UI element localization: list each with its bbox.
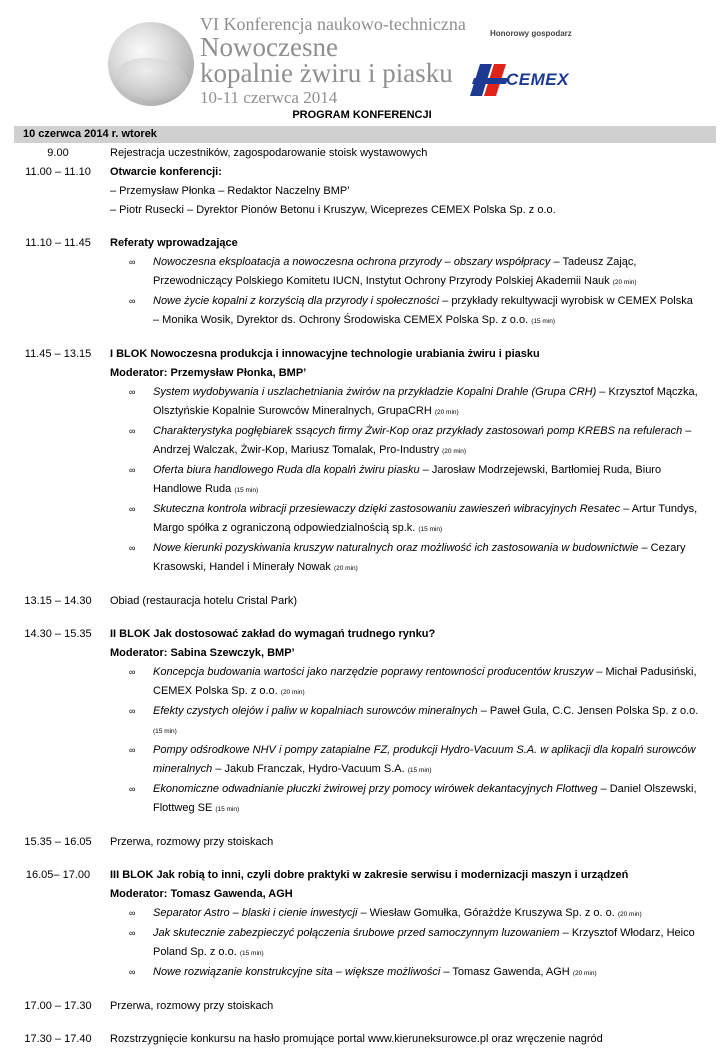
talk-duration: (20 min)	[442, 448, 466, 455]
cemex-emblem-icon	[468, 62, 508, 98]
talk-line	[153, 519, 710, 539]
talk-title: Pompy odśrodkowe NHV i pompy zatapialne FZ, produkcji Hydro-Vacuum S.A. w aplikacji dla kopalń surowców	[153, 744, 696, 756]
time-cell: 11.00 – 11.10	[25, 166, 91, 178]
talk-line	[153, 904, 710, 924]
session-text: Obiad (restauracja hotelu Cristal Park)	[110, 595, 298, 607]
talk-line	[153, 760, 710, 780]
session-text: – Przemysław Płonka – Redaktor Naczelny BMP’	[110, 185, 350, 197]
program-title: PROGRAM KONFERENCJI	[292, 109, 432, 121]
talk-item	[110, 500, 710, 539]
talk-speaker: – Tadeusz Zając,	[550, 256, 637, 268]
time-cell: 13.15 – 14.30	[24, 595, 92, 607]
content-cell	[110, 997, 710, 1016]
bullet-icon: ∞	[129, 504, 136, 514]
bullet-icon: ∞	[129, 706, 136, 716]
schedule-row	[0, 144, 724, 163]
talk-duration: (15 min)	[215, 806, 240, 813]
schedule-row	[0, 625, 724, 819]
talk-line	[153, 480, 710, 500]
talk-speaker: Handlowe Ruda	[153, 483, 235, 495]
bullet-icon: ∞	[129, 784, 136, 794]
time-cell: 15.35 – 16.05	[24, 836, 92, 848]
schedule-row	[0, 1030, 724, 1049]
host-label: Honorowy gospodarz	[490, 29, 572, 38]
talk-line	[153, 402, 710, 422]
schedule-row	[0, 592, 724, 611]
talk-item	[110, 292, 710, 331]
session-heading: Moderator: Sabina Szewczyk, BMP’	[110, 647, 295, 659]
talk-duration: (20 min)	[434, 409, 459, 416]
talk-item	[110, 422, 710, 461]
talk-title: Koncepcja budowania wartości jako narzędzie poprawy rentowności producentów kruszyw	[153, 666, 594, 678]
talk-line	[153, 780, 710, 799]
bullet-icon: ∞	[129, 257, 136, 267]
row-spacer	[0, 578, 724, 592]
content-cell	[110, 234, 710, 331]
talk-duration: (20 min)	[333, 565, 358, 572]
bullet-icon: ∞	[129, 908, 136, 918]
session-heading: Otwarcie konferencji:	[110, 166, 222, 178]
talk-line	[153, 383, 710, 402]
talk-line	[153, 272, 710, 292]
bullet-icon: ∞	[129, 426, 136, 436]
talk-title: System wydobywania i uszlachetniania żwirów na przykładzie Kopalni Drahle (Grupa CRH)	[153, 386, 597, 398]
talk-speaker: Poland Sp. z o.o.	[153, 946, 240, 958]
schedule-row	[0, 234, 724, 331]
talk-item	[110, 904, 710, 924]
session-heading: Moderator: Tomasz Gawenda, AGH	[110, 888, 293, 900]
talk-line	[153, 441, 710, 461]
talk-item	[110, 539, 710, 578]
talk-duration: (20 min)	[572, 970, 597, 977]
row-spacer	[0, 983, 724, 997]
talk-speaker: – Paweł Gula, C.C. Jensen Polska Sp. z o.o.	[477, 705, 699, 717]
talk-line	[153, 741, 710, 760]
session-text: Rozstrzygnięcie konkursu na hasło promujące portal www.kieruneksurowce.pl oraz wręczenie nagród	[110, 1033, 603, 1045]
day-header	[14, 126, 716, 143]
talk-item	[110, 383, 710, 422]
session-text: Przerwa, rozmowy przy stoiskach	[110, 836, 274, 848]
row-spacer	[0, 611, 724, 625]
talk-title: Separator Astro – blaski i cienie inwestycji	[153, 907, 358, 919]
talk-duration: (15 min)	[239, 950, 264, 957]
content-cell	[110, 144, 710, 163]
talk-speaker: – Jarosław Modrzejewski, Bartłomiej Ruda, Biuro	[419, 464, 662, 476]
content-cell	[110, 1030, 710, 1049]
talk-speaker: – przykłady rekultywacji wyrobisk w CEMEX Polska	[439, 295, 693, 307]
schedule	[0, 144, 724, 1049]
talk-speaker: – Tomasz Gawenda, AGH	[440, 966, 573, 978]
bullet-icon: ∞	[129, 745, 136, 755]
content-cell	[110, 833, 710, 852]
talk-line	[153, 663, 710, 682]
talk-speaker: – Wiesław Gomułka, Górażdże Kruszywa Sp. z o. o.	[357, 907, 618, 919]
cemex-logo	[468, 62, 584, 98]
bullet-icon: ∞	[129, 543, 136, 553]
logo-edition: VI Konferencja naukowo-techniczna	[200, 14, 466, 34]
talk-speaker: Margo spółka z ograniczoną odpowiedzialnością sp.k.	[153, 522, 419, 534]
row-spacer	[0, 220, 724, 234]
talk-line	[153, 799, 710, 819]
content-cell	[110, 592, 710, 611]
talk-line	[153, 422, 710, 441]
talk-duration: (15 min)	[234, 487, 259, 494]
talk-title: Jak skutecznie zabezpieczyć połączenia śrubowe przed samoczynnym luzowaniem	[153, 927, 560, 939]
talk-speaker: –	[682, 425, 692, 437]
session-text: Przerwa, rozmowy przy stoiskach	[110, 1000, 274, 1012]
talk-line	[153, 943, 710, 963]
talk-item	[110, 780, 710, 819]
cemex-wordmark: CEMEX	[506, 70, 569, 89]
session-text: Rejestracja uczestników, zagospodarowanie stoisk wystawowych	[110, 147, 428, 159]
talk-speaker: Krasowski, Handel i Minerały Nowak	[153, 561, 334, 573]
time-cell: 11.10 – 11.45	[25, 237, 91, 249]
schedule-row	[0, 866, 724, 983]
talk-speaker: – Artur Tundys,	[620, 503, 698, 515]
talk-line	[153, 682, 710, 702]
talk-title: Efekty czystych olejów i paliw w kopalniach surowców mineralnych	[153, 705, 478, 717]
time-cell: 11.45 – 13.15	[24, 348, 92, 360]
logo-dates: 10-11 czerwca 2014	[200, 88, 338, 107]
time-cell: 14.30 – 15.35	[24, 628, 92, 640]
talk-duration: (15 min)	[531, 318, 556, 325]
bullet-icon: ∞	[129, 928, 136, 938]
talk-duration: (15 min)	[418, 526, 443, 533]
talk-title: Nowe życie kopalni z korzyścią dla przyrody i społeczności	[153, 295, 440, 307]
talk-line	[153, 292, 710, 311]
content-cell	[110, 866, 710, 983]
talk-item	[110, 702, 710, 741]
schedule-row	[0, 345, 724, 578]
talk-item	[110, 663, 710, 702]
logo-title-1: Nowoczesne	[200, 32, 338, 62]
time-cell: 17.00 – 17.30	[24, 1000, 92, 1012]
talk-speaker: Przewodniczący Polskiego Komitetu IUCN, Instytut Ochrony Przyrody Polskiej Akademii Nauk	[153, 275, 613, 287]
bullet-icon: ∞	[129, 296, 136, 306]
talk-speaker: Andrzej Walczak, Żwir-Kop, Mariusz Tomalak, Pro-Industry	[153, 444, 443, 456]
talk-duration: (15 min)	[407, 767, 432, 774]
talk-speaker: – Michał Padusiński,	[593, 666, 697, 678]
schedule-row	[0, 997, 724, 1016]
talk-line	[153, 500, 710, 519]
bullet-icon: ∞	[129, 967, 136, 977]
bullet-icon: ∞	[129, 465, 136, 475]
bullet-icon: ∞	[129, 667, 136, 677]
talk-line	[153, 558, 710, 578]
talk-speaker: – Krzysztof Mączka,	[596, 386, 698, 398]
talk-item	[110, 741, 710, 780]
session-heading: Referaty wprowadzające	[110, 237, 238, 249]
talk-duration: (20 min)	[617, 911, 642, 918]
row-spacer	[0, 819, 724, 833]
talk-speaker: Olsztyńskie Kopalnie Surowców Mineralnych, GrupaCRH	[153, 405, 435, 417]
session-heading: Moderator: Przemysław Płonka, BMP’	[110, 367, 307, 379]
row-spacer	[0, 331, 724, 345]
talk-speaker: – Cezary	[638, 542, 686, 554]
talk-duration: (20 min)	[612, 279, 637, 286]
talk-line	[153, 311, 710, 331]
schedule-row	[0, 163, 724, 220]
session-heading: III BLOK Jak robią to inni, czyli dobre praktyki w zakresie serwisu i modernizacji maszyn i urządzeń	[110, 869, 629, 881]
content-cell	[110, 625, 710, 819]
talk-line	[153, 924, 710, 943]
talk-title: Ekonomiczne odwadnianie płuczki żwirowej przy pomocy wirówek dekantacyjnych Flottweg	[153, 783, 598, 795]
talk-item	[110, 963, 710, 983]
logo-title-2: kopalnie żwiru i piasku	[200, 58, 453, 88]
talk-speaker: – Jakub Franczak, Hydro-Vacuum S.A.	[212, 763, 408, 775]
content-cell	[110, 163, 710, 220]
talk-line	[153, 539, 710, 558]
row-spacer	[0, 1016, 724, 1030]
talk-item	[110, 253, 710, 292]
session-text: – Piotr Rusecki – Dyrektor Pionów Betonu i Kruszyw, Wiceprezes CEMEX Polska Sp. z o.o.	[110, 204, 556, 216]
schedule-row	[0, 833, 724, 852]
row-spacer	[0, 852, 724, 866]
talk-speaker: – Krzysztof Włodarz, Heico	[559, 927, 695, 939]
talk-title: Nowe rozwiązanie konstrukcyjne sita – większe możliwości	[153, 966, 441, 978]
talk-title: Skuteczna kontrola wibracji przesiewaczy dzięki zastosowaniu zawieszeń wibracyjnych Resatec	[153, 503, 621, 515]
talk-speaker: – Daniel Olszewski,	[597, 783, 697, 795]
day-label: 10 czerwca 2014 r. wtorek	[23, 128, 157, 140]
talk-speaker: – Monika Wosik, Dyrektor ds. Ochrony Środowiska CEMEX Polska Sp. z o.o.	[153, 314, 532, 326]
talk-duration: (20 min)	[280, 689, 305, 696]
talk-duration: (15 min)	[153, 728, 177, 735]
talk-speaker: Flottweg SE	[153, 802, 216, 814]
session-heading: II BLOK Jak dostosować zakład do wymagań trudnego rynku?	[110, 628, 436, 640]
talk-item	[110, 461, 710, 500]
talk-speaker: CEMEX Polska Sp. z o.o.	[153, 685, 281, 697]
bullet-icon: ∞	[129, 387, 136, 397]
talk-title: mineralnych	[153, 763, 213, 775]
time-cell: 16.05– 17.00	[25, 869, 91, 881]
talk-title: Charakterystyka pogłębiarek ssących firmy Żwir-Kop oraz przykłady zastosowań pomp KREBS na refulerach	[153, 425, 683, 437]
talk-line	[153, 721, 710, 741]
talk-title: Nowoczesna eksploatacja a nowoczesna ochrona przyrody – obszary współpracy	[153, 256, 551, 268]
talk-line	[153, 963, 710, 983]
time-cell: 17.30 – 17.40	[24, 1033, 92, 1045]
talk-item	[110, 924, 710, 963]
talk-line	[153, 461, 710, 480]
talk-line	[153, 702, 710, 721]
time-cell: 9.00	[47, 147, 69, 159]
talk-title: Oferta biura handlowego Ruda dla kopalń żwiru piasku	[153, 464, 420, 476]
session-heading: I BLOK Nowoczesna produkcja i innowacyjne technologie urabiania żwiru i piasku	[110, 348, 540, 360]
content-cell	[110, 345, 710, 578]
talk-title: Nowe kierunki pozyskiwania kruszyw naturalnych oraz możliwość ich zastosowania w budownictwie	[153, 542, 639, 554]
talk-line	[153, 253, 710, 272]
